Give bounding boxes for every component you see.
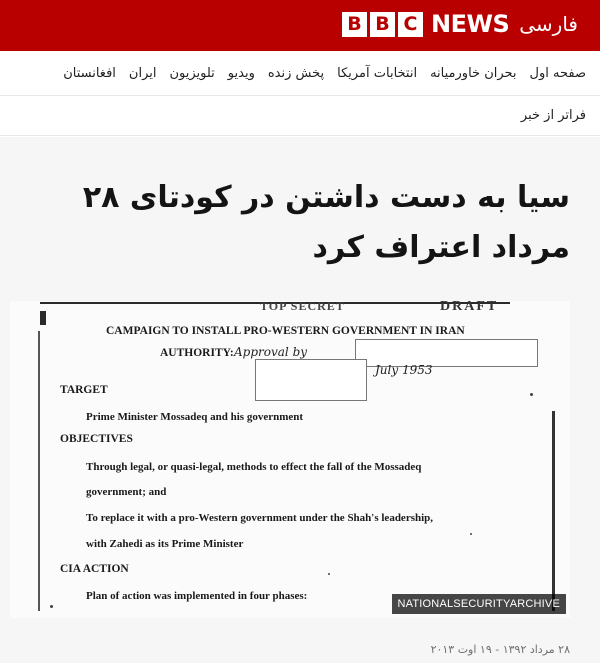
objective-1-line-1: Through legal, or quasi-legal, methods to effect the fall of the Mossadeq bbox=[86, 461, 422, 473]
nav-item-home[interactable]: صفحه اول bbox=[529, 65, 586, 81]
secondary-navigation bbox=[0, 96, 600, 136]
date-handwriting: July 1953 bbox=[375, 363, 433, 377]
article-headline: سیا به دست داشتن در کودتای ۲۸ مرداد اعتراف کرد bbox=[82, 180, 570, 265]
cia-action-heading: CIA ACTION bbox=[60, 563, 129, 575]
target-heading: TARGET bbox=[60, 384, 108, 396]
margin-mark bbox=[40, 311, 46, 325]
article-image[interactable] bbox=[10, 301, 570, 618]
left-margin-line bbox=[38, 331, 40, 611]
bbc-letter-block: C bbox=[398, 12, 423, 37]
bbc-letter-block: B bbox=[342, 12, 367, 37]
service-name: فارسی bbox=[519, 12, 578, 36]
nav-item-us-election[interactable]: انتخابات آمریکا bbox=[337, 65, 418, 81]
nav-item-beyond-news[interactable]: فراتر از خبر bbox=[520, 108, 586, 123]
article-content bbox=[0, 137, 600, 663]
objective-1-line-2: government; and bbox=[86, 486, 167, 498]
target-text: Prime Minister Mossadeq and his government bbox=[86, 411, 304, 423]
authority-handwriting: Approval by bbox=[234, 345, 308, 359]
bbc-blocks bbox=[342, 12, 423, 37]
cia-action-text: Plan of action was implemented in four phases: bbox=[86, 590, 308, 602]
bbc-letter-block: B bbox=[370, 12, 395, 37]
objectives-heading: OBJECTIVES bbox=[60, 433, 133, 445]
scan-speck bbox=[470, 533, 472, 535]
image-credit: NATIONALSECURITYARCHIVE bbox=[392, 594, 567, 614]
nav-item-video[interactable]: ویدیو bbox=[227, 65, 255, 81]
article-date: ۲۸ مرداد ۱۳۹۲ - ۱۹ اوت ۲۰۱۳ bbox=[430, 643, 570, 656]
scan-speck bbox=[50, 605, 53, 608]
objective-2-line-1: To replace it with a pro-Western government under the Shah's leadership, bbox=[86, 512, 434, 524]
document-title: CAMPAIGN TO INSTALL PRO-WESTERN GOVERNMENT IN IRAN bbox=[106, 325, 465, 337]
document-classification: TOP SECRET bbox=[260, 301, 345, 313]
draft-stamp: DRAFT bbox=[440, 301, 499, 314]
scan-speck bbox=[328, 573, 330, 575]
news-wordmark: NEWS bbox=[431, 10, 510, 38]
objective-2-line-2: with Zahedi as its Prime Minister bbox=[86, 538, 244, 550]
nav-item-live[interactable]: پخش زنده bbox=[267, 65, 325, 81]
redaction-box bbox=[255, 359, 367, 401]
authority-label: AUTHORITY: bbox=[160, 347, 234, 359]
right-edge-shadow bbox=[552, 411, 555, 611]
nav-item-afghanistan[interactable]: افغانستان bbox=[63, 65, 116, 81]
main-navigation bbox=[0, 51, 600, 96]
scan-speck bbox=[530, 393, 533, 396]
nav-item-tv[interactable]: تلویزیون bbox=[169, 65, 215, 81]
bbc-news-logo[interactable] bbox=[342, 10, 578, 38]
masthead bbox=[0, 0, 600, 51]
nav-item-middle-east-crisis[interactable]: بحران خاورمیانه bbox=[430, 65, 517, 81]
nav-item-iran[interactable]: ایران bbox=[128, 65, 157, 81]
declassified-document bbox=[10, 301, 570, 618]
